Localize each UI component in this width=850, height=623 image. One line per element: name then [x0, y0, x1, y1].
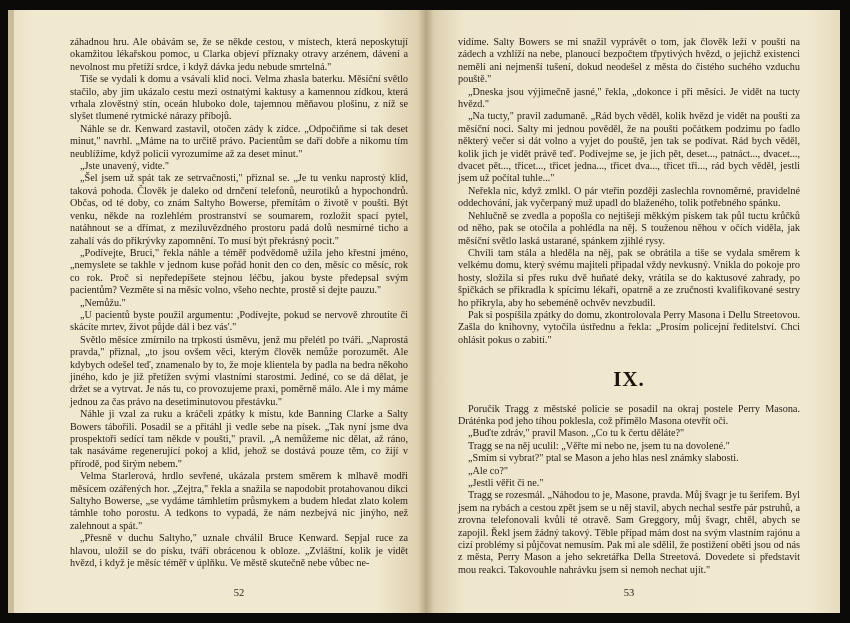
paragraph: záhadnou hru. Ale obávám se, že se někde cestou, v místech, která neposkytují okamžitou lékařskou pomoc, u Clarka objeví příznaky otravy arzénem, dávení a nevolnost mu přetíží srdce, i když dávka jedu nebude smrtelná." [70, 37, 408, 73]
left-page [8, 10, 426, 613]
paragraph: Velma Starlerová, hrdlo sevřené, ukázala prstem směrem k mlhavě modři měsícem ozářených hor. „Zejtra," řekla a snažila se napodobit protahovanou dikci Saltyho Bowerse, „se vydáme támhletím průsmykem a budem hledat zlato kolem támhle toho porostu. A tedkons to vypadá, že nám nezbejvá nic jinýho, než zalehnout a spát." [70, 471, 408, 532]
paragraph: Nehlučně se zvedla a popošla co nejtišeji měkkým pískem tak půl tuctu krůčků od něho, pak se otočila a pohlédla na něj. S touženou něhou v očích viděla, jak měsíční světlo laská ustarané, spánkem zjihlé rysy. [458, 210, 800, 247]
paragraph: Tragg se na něj uculil: „Věřte mi nebo ne, jsem tu na dovolené." [468, 440, 730, 452]
paragraph: Pak si pospíšila zpátky do domu, zkontrolovala Perry Masona i Dellu Streetovou. Zašla do knihovny, vytočila ústřednu a řekla: „Prosím policejní ředitelství. Chci ohlásit pokus o zabití." [458, 309, 800, 346]
paragraph: „Nemůžu." [80, 297, 126, 309]
book-gutter [418, 10, 434, 613]
paragraph: „U pacientů byste použil argumentu: ,Podívejte, pokud se nervově zhroutíte či skácíte mrtev, život půjde dál i bez vás'." [70, 309, 408, 334]
paragraph: „Šel jsem už spát tak ze setrvačnosti," přiznal se. „Je tu venku naprostý klid, taková pohoda. Člověk je daleko od drnčení telefonů, neurotiků a hypochondrů. Občas, od té doby, co znám Saltyho Bowerse, přemítám o životě v poušti. Být venku, někde na rozlehlém prostranství se soumarem, rozložit spací pytel, natáhnout se a dřímat, z meziluvězdného prostoru padá dolů nesmírné ticho a zahalí vás do přikrývky zapomnění. To musí být překrásný pocit." [70, 173, 408, 247]
paragraph: „Jestli věřit či ne." [468, 478, 544, 489]
right-page-text [458, 37, 800, 577]
paragraph: „Na tucty," pravil zadumaně. „Rád bych věděl, kolik hvězd je vidět na poušti za měsíční noci. Salty mi jednou pověděl, že na poušti počátkem podzimu po fadlo některý večer si dát volno a vyjet do pouště, jen tak se podívat. Rád bych věděl, kolik jich je vidět právě teď. Podívejme se, je jich pět, deset..., patnáct..., dvacet..., dvacet pět..., třicet..., třicet jedna..., třicet dva..., třicet tři..., rád bych věděl, jestli jsem už počítal tuhle..." [458, 111, 800, 185]
paragraph: „Buďte zdráv," pravil Mason. „Co tu k čertu děláte?" [468, 428, 685, 440]
paragraph: Poručík Tragg z městské policie se posadil na okraj postele Perry Masona. Dráténka pod jeho tíhou poklesla, což přimělo Masona otevřít oči. [458, 403, 800, 427]
page-edges [8, 10, 14, 613]
paragraph: „Ale co?" [468, 465, 509, 477]
paragraph: „Dneska jsou výjimečně jasné," řekla, „dokonce i při měsíci. Je vidět na tucty hvězd." [458, 86, 800, 111]
right-page [426, 10, 840, 613]
chapter-heading: IX. [613, 367, 645, 392]
left-page-text [70, 37, 408, 570]
paragraph: Světlo měsíce zmírnilo na trpkosti úsměvu, jenž mu přelétl po tváři. „Naprostá pravda," přiznal, „to jsou ovšem věci, kterým člověk nemůže porozumět. Ale kdybych odešel teď, znamenalo by to, že moje klientela by padla na bedra někoho jiného, kdo je již přetížen svými vlastními starostmi. Jediné, co se dá dělat, je držet se a vytrvat. Je nás tu, co provozujeme praxi, poměrně málo. Ale i my máme jednou za čas právo na desetiminutovou přestávku." [70, 334, 408, 408]
page-number-right: 53 [623, 588, 635, 599]
paragraph: Náhle se dr. Kenward zastavil, otočen zády k zídce. „Odpočiňme si tak deset minut," navrhl. „Máme na to určitě právo. Pacientům se daří dobře a nikomu tím neublížíme, když policii vyrozumíme až za deset minut." [70, 123, 408, 160]
paragraph: Chvíli tam stála a hleděla na něj, pak se obrátila a tiše se vydala směrem k velkému domu, který svému majiteli připadal vždy nevkusný. Vnikla do pokoje pro hosty, složila si přes ruku dvě huňaté deky, vrátila se do kaktusové zahrady, po špičkách se přikradla k spícímu lékaři, opatrně a ze zručnosti kvalifikované sestry ho přikryla, aby ho sebeméně ochvěv nevzbudil. [458, 247, 800, 309]
paragraph: Neřekla nic, když zmlkl. O pár vteřin později zaslechla rovnoměrné, pravidelné oddechování, jak vyčerpaný muž upadl do blaženého, tolik potřebného spánku. [458, 185, 800, 210]
paragraph: „Přesně v duchu Saltyho," uznale chválil Bruce Kenward. Sepjal ruce za hlavou, uložil se do písku, tváří obrácenou k obloze. „Zvláštní, kolik je vidět hvězd, i když je měsíc téměř v úplňku. Ve městě skutečně nebe vůbec ne- [70, 533, 408, 570]
paragraph: vidíme. Salty Bowers se mi snažil vyprávět o tom, jak člověk leží v poušti na zádech a vzhlíží na nebe, planoucí bezpočtem třpytivých hvězd, o jejichž existenci nemělí ani nejmenší tušení, dokud neodešel z města do čistého suchého vzduchu pouště." [458, 37, 800, 86]
paragraph: Tiše se vydali k domu a vsávali klid noci. Velma zhasla baterku. Měsíční světlo stačilo, aby jim ukázalo cestu mezi ostnatými kaktusy a kamennou zídkou, která vrhala zlověstný stín, oceán hluboko dole, tajemnou měňavou plošinu, z níž se slyšet tlumené rytmické nárazy příbojů. [70, 74, 408, 123]
paragraph: Náhle ji vzal za ruku a kráčeli zpátky k místu, kde Banning Clarke a Salty Bowers tábořili. Posadil se a přitáhl ji vedle sebe na písek. „Tak nyní jsme dva prospektoři sedící tam někde v poušti," pravil. „A nemůžeme nic dělat, až ráno, tak nasáváme regenerující pokoj a klid, jehož se dostává pouze těm, co žijí v přírodě, pod širým nebem." [70, 409, 408, 470]
paragraph: „Smím si vybrat?" ptal se Mason a jeho hlas nesl známky slabosti. [468, 453, 739, 465]
paragraph: Tragg se rozesmál. „Náhodou to je, Masone, pravda. Můj švagr je tu šerifem. Byl jsem na rybách a cestou zpět jsem se u něj stavil, abych nechal sestře pár pstruhů, a zrovna telefonovali kvůli té otravě. Sam Greggory, můj švagr, chtěl, abych se zapojil. Řekl jsem žádný takový. Těble případ mám dost na svým vlastním rajónu a cizí problémy si půjčovat nemusím. Pak mi ale sdělil, že postižení oběti jsou od nás z města, Perry Mason a jeho sekretářka Della Streetová. Dovedete si představit mou reakci. Takovouhle nahrávku jsem si nemoh nechat ujít." [458, 490, 800, 576]
paragraph: „Jste unavený, vidte." [80, 161, 170, 173]
page-number-left: 52 [233, 588, 245, 599]
paragraph: „Podívejte, Bruci," řekla náhle a téměř podvědomě užila jeho křestní jméno, „nemyslete se takhle v jednom kuse pořád honit den co den, měsíc co měsíc, rok co rok. Proč si nepředepíšete stejnou léčbu, jakou byste předepsal svým pacientům? Vezměte si na měsíc volno, všeho nechte, prostě si dejte pauzu." [70, 247, 408, 297]
